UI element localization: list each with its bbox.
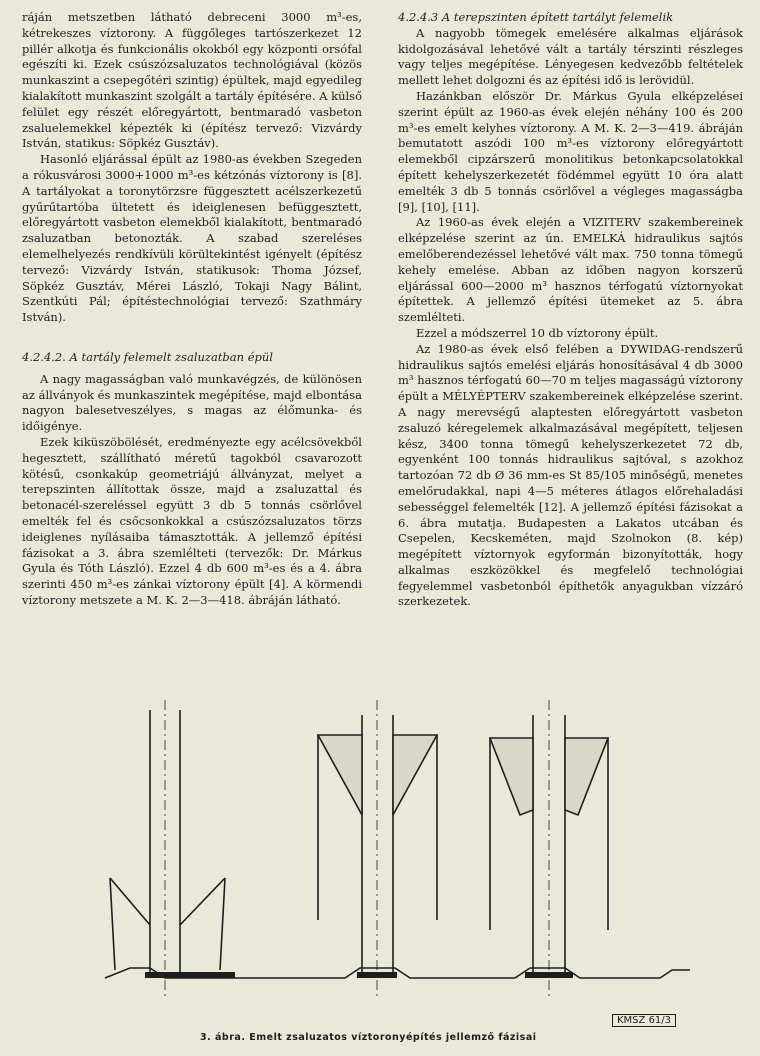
foundation	[357, 972, 397, 978]
paragraph: Az 1960-as évek elején a VIZITERV szakembereinek elképzelése szerint az ún. EMELKÁ hidraulikus sajtós emelőberendezéssel lehetővé vált max. 750 tonna tömegű kehely emelése. Abban az időben nagyon korszerű eljárással 600—2000 m³ hasznos térfogatú víztornyokat építettek. A jellemző építési ütemeket az 5. ábra szemlélteti.	[398, 215, 743, 325]
paragraph: Hasonló eljárással épült az 1980-as években Szegeden a rókusvárosi 3000+1000 m³-es kétzónás víztorony is [8]. A tartályokat a toronytörzsre függesztett acélszerkezetű gyűrűtartóba ültetett és ideiglenesen befüggesztett, előregyártott vasbeton elemekből kialakított, bentmaradó zsaluzatban betonozták. A szabad szereléses elemelhelyezés rendkívüli körültekintést igényelt (építész tervező: Vizvárdy István, statikusok: Thoma József, Söpkéz Gusztáv, Mérei László, Tokaji Nagy Bálint, Szentkúti Pál; építéstechnológiai tervező: Szathmáry István).	[22, 152, 362, 325]
paragraph: Hazánkban először Dr. Márkus Gyula elképzelései szerint épült az 1960-as évek elején néhány 100 és 200 m³-es emelt kelyhes víztorony. A M. K. 2—3—419. ábráján bemutatott aszódi 100 m³-es víztorony előregyártott elemekből cipzárszerű monolitikus betonkapcsolatokkal épített kehelyszerkezetét födémmel együtt 10 óra alatt emelték 3 db 5 tonnás csörlővel a végleges magasságba [9], [10], [11].	[398, 88, 743, 214]
right-column	[398, 10, 743, 610]
tower-phase-2	[318, 700, 437, 1000]
paragraph: Ezzel a módszerrel 10 db víztorony épült.	[416, 325, 659, 340]
paragraph: A nagy magasságban való munkavégzés, de különösen az állványok és munkaszintek megépítése, majd elbontása nagyon balesetveszélyes, s magas az élőmunka- és időigénye.	[22, 371, 362, 434]
figure-id-stamp: KMSZ 61/3	[612, 1014, 676, 1027]
foundation	[145, 972, 235, 978]
tower-phase-1	[110, 700, 225, 1000]
figure-caption: 3. ábra. Emelt zsaluzatos víztoronyépítés jellemző fázisai	[200, 1032, 537, 1043]
section-heading: 4.2.4.3 A terepszinten épített tartályt felemelik	[398, 10, 674, 24]
paragraph: A nagyobb tömegek emelésére alkalmas eljárások kidolgozásával lehetővé vált a tartály térszinti részleges vagy teljes megépítése. Lényegesen kedvezőbb feltételek mellett lehet dolgozni és az építési idő is lerövidül.	[398, 25, 743, 88]
left-column	[22, 10, 362, 609]
foundation	[525, 972, 573, 978]
paragraph: ráján metszetben látható debreceni 3000 m³-es, kétrekeszes víztorony. A függőleges tartószerkezet 12 pillér alkotja és funkcionális okokból egy központi orsófal egészíti ki. Ezek csúszózsaluzatos technológiával (közös munkaszint a csepegőtéri szintig) épültek, majd egyedileg kialakított munkaszint szolgált a tartály építésére. A külső felület egy részét előregyártott, bentmaradó vasbeton zsaluelemekkel képezték ki (építész tervező: Vizvárdy István, statikus: Söpkéz Gusztáv).	[22, 10, 362, 151]
construction-phases-drawing	[0, 700, 760, 1030]
section-heading: 4.2.4.2. A tartály felemelt zsaluzatban épül	[22, 349, 273, 364]
tower-phase-3	[490, 700, 608, 1000]
paragraph: Az 1980-as évek első felében a DYWIDAG-rendszerű hidraulikus sajtós emelési eljárás honosításával 4 db 3000 m³ hasznos térfogatú 60—70 m teljes magasságú víztorony épült a MÉLYÉPTERV szakembereinek elképzelése szerint. A nagy merevségű alaptesten előregyártott vasbeton zsaluzó kéregelemek alkalmazásával megépített, teljesen kész, 3400 tonna tömegű kehelyszerkezetet 72 db, egyenként 100 tonnás hidraulikus sajtóval, s azokhoz tartozóan 72 db Ø 36 mm-es St 85/105 minőségű, menetes emelőrudakkal, napi 4—5 méteres átlagos előrehaladási sebességgel felemelték [12]. A jellemző építési fázisokat a 6. ábra mutatja. Budapesten a Lakatos utcában és Csepelen, Kecskeméten, majd Szolnokon (8. kép) megépített víztornyok egyformán bizonyították, hogy alkalmas eszközökkel és megfelelő technológiai fegyelemmel vasbetonból építhetők anyagukban vízzáró szerkezetek.	[398, 341, 743, 609]
paragraph: Ezek kiküszöbölését, eredményezte egy acélcsövekből hegesztett, szállítható méretű tagokból csavarozott kötésű, csonkakúp geometriájú állványzat, melyet a terepszinten állítottak össze, majd a zsaluzattal és betonacél-szereléssel együtt 3 db 5 tonnás csörlővel emelték fel és csőcsonkokkal a csúszózsaluzatos törzs ideiglenes nyílásaiba támasztották. A jellemző építési fázisokat a 3. ábra szemlélteti (tervezők: Dr. Márkus Gyula és Tóth László). Ezzel 4 db 600 m³-es és a 4. ábra szerinti 450 m³-es zánkai víztorony épült [4]. A körmendi víztorony metszete a M. K. 2—3—418. ábráján látható.	[22, 434, 362, 607]
